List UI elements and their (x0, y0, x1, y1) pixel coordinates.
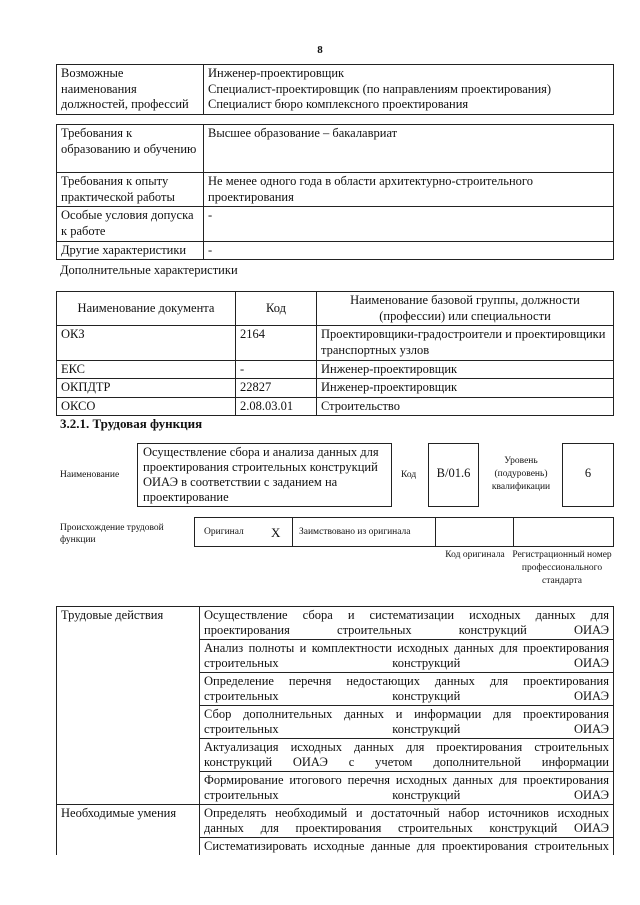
table-cell: 22827 (236, 379, 317, 398)
actions-label: Трудовые действия (57, 607, 200, 805)
positions-label: Возможные наименования должностей, профессий (57, 65, 204, 115)
position-item: Специалист-проектировщик (по направлениям проектирования) (208, 81, 552, 96)
function-heading: 3.2.1. Трудовая функция (60, 416, 203, 431)
req-value: Не менее одного года в области архитектурно-строительного проектирования (204, 173, 614, 207)
table-cell: - (236, 360, 317, 379)
level-value: 6 (562, 443, 614, 507)
skill-item (200, 838, 614, 856)
table-row (57, 360, 614, 379)
req-value: - (204, 241, 614, 260)
function-name-value: Осуществление сбора и анализа данных для проектирования строительных конструкций ОИАЭ в соответствии с заданием на проектирование (137, 443, 392, 507)
page-number: 8 (317, 44, 323, 56)
table-cell: 2164 (236, 326, 317, 360)
table-cell: ОКЗ (57, 326, 236, 360)
positions-table (56, 64, 614, 115)
table-cell: 2.08.03.01 (236, 397, 317, 416)
action-item-text: Формирование итогового перечня исходных данных для проектирования строительных конструкций ОИАЭ (204, 773, 609, 802)
action-item-text: Осуществление сбора и систематизации исходных данных для проектирования строительных конструкций ОИАЭ (204, 608, 609, 637)
table-row (57, 326, 614, 360)
action-item (200, 772, 614, 805)
additional-table (56, 291, 614, 416)
table-cell: Инженер-проектировщик (317, 379, 614, 398)
requirements-table (56, 124, 614, 260)
positions-values (204, 65, 614, 115)
table-cell: ЕКС (57, 360, 236, 379)
action-item-text: Актуализация исходных данных для проектирования строительных конструкций ОИАЭ с учетом дополнительной информации (204, 740, 609, 769)
table-row (57, 379, 614, 398)
table-cell: Инженер-проектировщик (317, 360, 614, 379)
original-mark: X (271, 525, 281, 540)
additional-header: Наименование базовой группы, должности (профессии) или специальности (317, 292, 614, 326)
skill-item-text: Систематизировать исходные данные для проектирования строительных (204, 839, 609, 853)
origin-label: Происхождение трудовой функции (60, 523, 164, 546)
req-label: Особые условия допуска к работе (57, 207, 204, 241)
level-label: Уровень (подуровень) квалификации (491, 456, 551, 492)
divider (513, 518, 514, 546)
skills-label: Необходимые умения (57, 805, 200, 856)
position-item: Специалист бюро комплексного проектирования (208, 97, 469, 112)
origin-box (194, 517, 614, 547)
table-cell: ОКПДТР (57, 379, 236, 398)
action-item (200, 706, 614, 739)
req-value: Высшее образование – бакалавриат (204, 125, 614, 173)
function-name-label: Наименование (60, 470, 120, 480)
table-cell: Строительство (317, 397, 614, 416)
table-cell: ОКСО (57, 397, 236, 416)
table-row (57, 397, 614, 416)
action-item-text: Анализ полноты и комплектности исходных данных для проектирования строительных конструкций ОИАЭ (204, 641, 609, 670)
action-item (200, 607, 614, 640)
divider (292, 518, 293, 546)
position-item: Инженер-проектировщик (208, 66, 345, 80)
req-label: Другие характеристики (57, 241, 204, 260)
table-cell: Проектировщики-градостроители и проектировщики транспортных узлов (317, 326, 614, 360)
code-original-caption: Код оригинала (445, 550, 505, 560)
action-item (200, 739, 614, 772)
additional-heading: Дополнительные характеристики (60, 263, 238, 277)
req-label: Требования к опыту практической работы (57, 173, 204, 207)
action-item (200, 673, 614, 706)
action-item (200, 640, 614, 673)
divider (435, 518, 436, 546)
additional-header: Код (236, 292, 317, 326)
borrowed-label: Заимствовано из оригинала (299, 527, 411, 537)
action-item-text: Определение перечня недостающих данных для проектирования строительных конструкций ОИАЭ (204, 674, 609, 703)
additional-header: Наименование документа (57, 292, 236, 326)
code-value: B/01.6 (428, 443, 479, 507)
skill-item-text: Определять необходимый и достаточный набор источников исходных данных для проектирования строительных конструкций ОИАЭ (204, 806, 609, 835)
code-label: Код (401, 470, 417, 480)
actions-table (56, 606, 614, 855)
action-item-text: Сбор дополнительных данных и информации для проектирования строительных конструкций ОИАЭ (204, 707, 609, 736)
skill-item (200, 805, 614, 838)
req-label: Требования к образованию и обучению (57, 125, 204, 173)
reg-number-caption: Регистрационный номер профессионального стандарта (512, 550, 612, 586)
original-label: Оригинал (204, 527, 244, 537)
req-value: - (204, 207, 614, 241)
